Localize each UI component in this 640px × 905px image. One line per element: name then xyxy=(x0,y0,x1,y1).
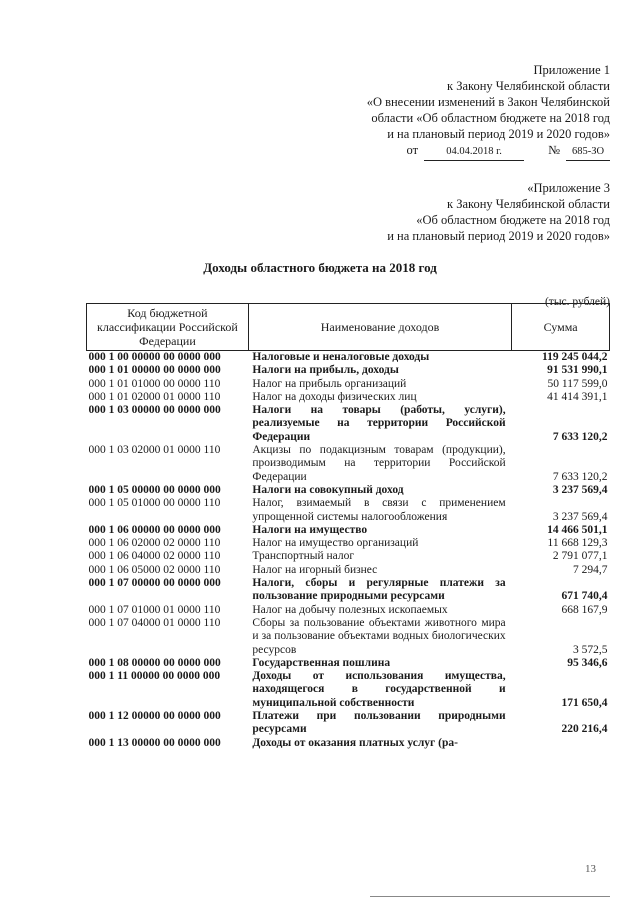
budget-code-cell: 000 1 06 04000 02 0000 110 xyxy=(88,550,221,563)
income-name-cell: Налоги на совокупный доход xyxy=(252,483,404,496)
budget-code-cell: 000 1 01 00000 00 0000 000 xyxy=(88,364,221,377)
amount-cell: 2 791 077,1 xyxy=(552,550,608,563)
income-name-cell: Налоги на прибыль, доходы xyxy=(252,364,399,377)
appendix-header-1 xyxy=(367,62,610,161)
column-header-code: Код бюджетной классификации Российской Федерации xyxy=(87,304,249,351)
income-table xyxy=(86,303,610,750)
table-row xyxy=(87,617,610,657)
table-row xyxy=(87,484,610,497)
budget-code-cell: 000 1 03 00000 00 0000 000 xyxy=(88,404,221,417)
column-header-name: Наименование доходов xyxy=(248,304,511,351)
amount-cell: 50 117 599,0 xyxy=(547,377,608,390)
income-name-cell: Доходы от использования имущества, находящегося в государственной и муниципальной собственности xyxy=(252,670,506,709)
header1-line4: области «Об областном бюджете на 2018 год xyxy=(371,111,610,125)
budget-code-cell: 000 1 07 01000 01 0000 110 xyxy=(88,603,221,616)
budget-code-cell: 000 1 06 05000 02 0000 110 xyxy=(88,563,221,576)
income-table-body xyxy=(87,351,610,750)
table-row xyxy=(87,351,610,365)
header2-line1: «Приложение 3 xyxy=(527,181,610,195)
budget-code-cell: 000 1 07 00000 00 0000 000 xyxy=(88,577,221,590)
budget-code-cell: 000 1 00 00000 00 0000 000 xyxy=(88,351,221,363)
amount-cell: 7 633 120,2 xyxy=(552,430,608,443)
income-name-cell: Налог, взимаемый в связи с применением упрощенной системы налогообложения xyxy=(252,497,506,523)
budget-code-cell: 000 1 05 00000 00 0000 000 xyxy=(88,483,221,496)
amount-cell: 91 531 990,1 xyxy=(547,364,608,377)
header1-line1: Приложение 1 xyxy=(533,63,610,77)
header1-line2: к Закону Челябинской области xyxy=(447,79,610,93)
budget-code-cell: 000 1 11 00000 00 0000 000 xyxy=(88,670,221,683)
income-name-cell: Налог на прибыль организаций xyxy=(252,377,407,390)
table-row xyxy=(87,391,610,404)
table-row xyxy=(87,378,610,391)
budget-code-cell: 000 1 06 00000 00 0000 000 xyxy=(88,523,221,536)
amount-cell: 119 245 044,2 xyxy=(542,351,608,363)
amount-cell: 668 167,9 xyxy=(561,603,608,616)
table-row xyxy=(87,710,610,737)
income-table-header xyxy=(87,304,610,351)
amount-cell: 3 237 569,4 xyxy=(552,510,608,523)
income-name-cell: Акцизы по подакцизным товарам (продукции), производимым на территории Российской Федерации xyxy=(252,444,506,483)
column-header-amount: Сумма xyxy=(512,304,610,351)
page-number: 13 xyxy=(585,863,596,875)
table-row xyxy=(87,497,610,524)
budget-code-cell: 000 1 06 02000 02 0000 110 xyxy=(88,537,221,550)
budget-code-cell: 000 1 03 02000 01 0000 110 xyxy=(88,444,221,457)
header1-line5: и на плановый период 2019 и 2020 годов» xyxy=(387,127,610,141)
income-name-cell: Доходы от оказания платных услуг (ра- xyxy=(252,736,458,749)
income-name-cell: Налоги на имущество xyxy=(252,523,368,536)
table-row xyxy=(87,537,610,550)
income-name-cell: Налог на имущество организаций xyxy=(252,537,419,550)
income-name-cell: Налог на добычу полезных ископаемых xyxy=(252,603,448,616)
table-row xyxy=(87,564,610,577)
header2-line2: к Закону Челябинской области xyxy=(447,197,610,211)
footer-rule xyxy=(370,896,610,897)
amount-cell xyxy=(512,737,610,750)
income-name-cell: Налог на доходы физических лиц xyxy=(252,390,417,403)
income-name-cell: Платежи при пользовании природными ресурсами xyxy=(252,710,506,736)
income-name-cell: Налог на игорный бизнес xyxy=(252,563,378,576)
table-row xyxy=(87,670,610,710)
table-row xyxy=(87,444,610,484)
budget-code-cell: 000 1 01 02000 01 0000 110 xyxy=(88,390,221,403)
income-name-cell: Сборы за пользование объектами животного мира и за пользование объектами водных биологических ресурсов xyxy=(252,616,506,656)
from-label: от xyxy=(406,143,419,157)
table-row xyxy=(87,550,610,563)
amount-cell: 14 466 501,1 xyxy=(547,523,608,536)
table-row xyxy=(87,737,610,750)
header2-line3: «Об областном бюджете на 2018 год xyxy=(416,213,610,227)
income-name-cell: Налоги, сборы и регулярные платежи за пользование природными ресурсами xyxy=(252,577,506,603)
income-name-cell: Налоговые и неналоговые доходы xyxy=(252,351,430,363)
law-number: 685-ЗО xyxy=(566,144,610,161)
amount-cell: 3 572,5 xyxy=(573,643,608,656)
amount-cell: 220 216,4 xyxy=(561,723,608,736)
budget-code-cell: 000 1 05 01000 00 0000 110 xyxy=(88,497,221,510)
units-label: (тыс. рублей) xyxy=(544,296,610,308)
number-label: № xyxy=(548,143,560,157)
appendix-header-2 xyxy=(387,180,610,244)
budget-code-cell: 000 1 08 00000 00 0000 000 xyxy=(88,656,221,669)
amount-cell: 671 740,4 xyxy=(561,590,608,603)
amount-cell: 7 633 120,2 xyxy=(552,470,608,483)
law-reference-line xyxy=(367,142,610,161)
income-name-cell: Налоги на товары (работы, услуги), реализуемые на территории Российской Федерации xyxy=(252,404,506,443)
header2-line4: и на плановый период 2019 и 2020 годов» xyxy=(387,229,610,243)
table-row xyxy=(87,577,610,604)
header1-line3: «О внесении изменений в Закон Челябинской xyxy=(366,95,610,109)
table-row xyxy=(87,404,610,444)
budget-code-cell: 000 1 01 01000 00 0000 110 xyxy=(88,377,221,390)
income-name-cell: Транспортный налог xyxy=(252,550,355,563)
amount-cell: 7 294,7 xyxy=(573,563,608,576)
amount-cell: 95 346,6 xyxy=(567,656,608,669)
budget-code-cell: 000 1 07 04000 01 0000 110 xyxy=(88,616,221,629)
table-row xyxy=(87,657,610,670)
law-date: 04.04.2018 г. xyxy=(424,144,524,161)
document-title: Доходы областного бюджета на 2018 год xyxy=(203,260,437,275)
table-row xyxy=(87,604,610,617)
amount-cell: 3 237 569,4 xyxy=(552,483,608,496)
budget-code-cell: 000 1 13 00000 00 0000 000 xyxy=(88,736,221,749)
table-row xyxy=(87,364,610,377)
budget-code-cell: 000 1 12 00000 00 0000 000 xyxy=(88,710,221,723)
income-name-cell: Государственная пошлина xyxy=(252,656,391,669)
amount-cell: 171 650,4 xyxy=(561,696,608,709)
amount-cell: 11 668 129,3 xyxy=(547,537,608,550)
amount-cell: 41 414 391,1 xyxy=(547,390,608,403)
table-row xyxy=(87,524,610,537)
